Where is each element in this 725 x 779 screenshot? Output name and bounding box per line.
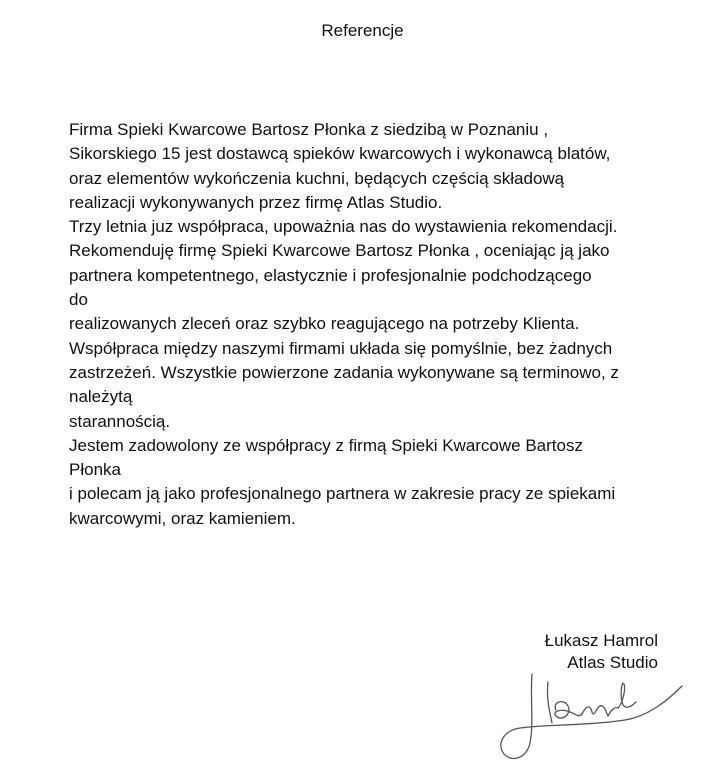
body-line: Trzy letnia juz współpraca, upoważnia nas do wystawienia rekomendacji.: [69, 217, 618, 237]
letter-body: [69, 118, 709, 531]
document-title: Referencje: [321, 21, 404, 40]
body-line: Rekomenduję firmę Spieki Kwarcowe Bartosz Płonka , oceniając ją jako: [69, 241, 610, 261]
body-line: należytą: [69, 387, 133, 407]
body-line: partnera kompetentnego, elastycznie i profesjonalnie podchodzącego: [69, 265, 592, 285]
signer-name: Łukasz Hamrol: [544, 631, 658, 650]
handwritten-signature: [490, 668, 690, 768]
body-line: Jestem zadowolony ze współpracy z firmą Spieki Kwarcowe Bartosz: [69, 435, 583, 455]
body-line: i polecam ją jako profesjonalnego partnera w zakresie pracy ze spiekami: [69, 484, 616, 504]
body-line: starannością.: [69, 411, 171, 431]
body-line: Sikorskiego 15 jest dostawcą spieków kwarcowych i wykonawcą blatów,: [69, 144, 611, 164]
body-line: realizowanych zleceń oraz szybko reagującego na potrzeby Klienta.: [69, 314, 580, 334]
body-line: Płonka: [69, 460, 121, 480]
body-line: kwarcowymi, oraz kamieniem.: [69, 508, 296, 528]
body-line: Firma Spieki Kwarcowe Bartosz Płonka z siedzibą w Poznaniu ,: [69, 120, 549, 139]
body-line: Współpraca między naszymi firmami układa się pomyślnie, bez żadnych: [69, 338, 613, 358]
signer-company: Atlas Studio: [567, 653, 658, 672]
body-line: do: [69, 290, 88, 310]
body-line: zastrzeżeń. Wszystkie powierzone zadania wykonywane są terminowo, z: [69, 362, 619, 382]
body-line: realizacji wykonywanych przez firmę Atlas Studio.: [69, 192, 443, 212]
body-line: oraz elementów wykończenia kuchni, będących częścią składową: [69, 168, 565, 188]
